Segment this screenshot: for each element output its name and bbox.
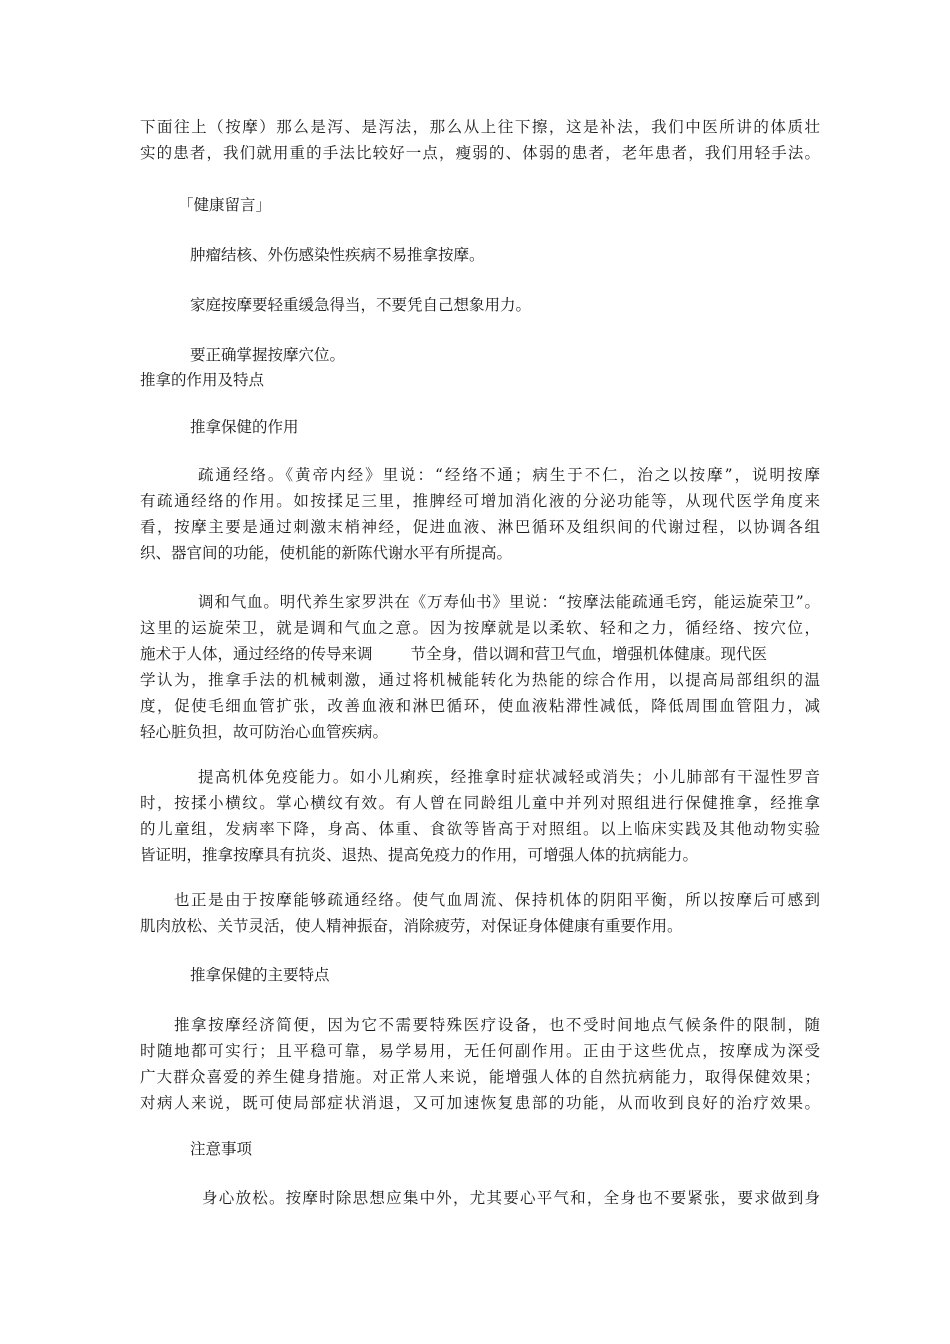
text-line: 对病人来说，既可使局部症状消退，又可加速恢复患部的功能，从而收到良好的治疗效果。	[140, 1094, 820, 1112]
subheading-text: 注意事项	[190, 1140, 253, 1158]
subheading-features	[140, 962, 820, 988]
section-title-text: 推拿的作用及特点	[140, 371, 265, 389]
heading-text: 「健康留言」	[178, 196, 272, 214]
health-note-item	[140, 342, 820, 368]
paragraph-summary	[140, 887, 820, 939]
text-line: 肌肉放松、关节灵活，使人精神振奋，消除疲劳，对保证身体健康有重要作用。	[140, 917, 683, 935]
text-line: 广大群众喜爱的养生健身措施。对正常人来说，能增强人体的自然抗病能力，取得保健效果；	[140, 1068, 820, 1086]
text-line: 学认为，推拿手法的机械刺激，通过将机械能转化为热能的综合作用，以提高局部组织的温	[140, 671, 820, 689]
subheading-precautions	[140, 1136, 820, 1162]
section-title	[140, 367, 820, 393]
paragraph-harmonize-qi-blood	[140, 589, 820, 745]
text-line: 的儿童组，发病率下降，身高、体重、食欲等皆高于对照组。以上临床实践及其他动物实验	[140, 820, 820, 838]
text-segment: 施术于人体，通过经络的传导来调	[140, 645, 373, 663]
note-text: 肿瘤结核、外伤感染性疾病不易推拿按摩。	[190, 246, 485, 264]
paragraph-immunity	[140, 764, 820, 868]
text-line: 度，促使毛细血管扩张，改善血液和淋巴循环，使血液粘滞性减低，降低周围血管阻力，减	[140, 697, 820, 715]
text-line: 这里的运旋荣卫，就是调和气血之意。因为按摩就是以柔软、轻和之力，循经络、按穴位，	[140, 619, 820, 637]
note-text: 要正确掌握按摩穴位。	[190, 346, 346, 364]
text-line: 时随地都可实行；且平稳可靠，易学易用，无任何副作用。正由于这些优点，按摩成为深受	[140, 1042, 820, 1060]
text-line: 疏通经络。《黄帝内经》里说：“经络不通；病生于不仁，治之以按摩”，说明按摩	[198, 466, 820, 484]
text-line: 轻心脏负担，故可防治心血管疾病。	[140, 723, 389, 741]
subheading-text: 推拿保健的主要特点	[190, 966, 330, 984]
paragraph-features	[140, 1012, 820, 1116]
paragraph-massage-direction	[140, 114, 820, 166]
health-note-item	[140, 292, 820, 318]
text-line: 有疏通经络的作用。如按揉足三里，推脾经可增加消化液的分泌功能等，从现代医学角度来	[140, 492, 820, 510]
text-line: 推拿按摩经济简便，因为它不需要特殊医疗设备，也不受时间地点气候条件的限制，随	[174, 1016, 820, 1034]
text-line: 皆证明，推拿按摩具有抗炎、退热、提高免疫力的作用，可增强人体的抗病能力。	[140, 846, 699, 864]
text-line: 提高机体免疫能力。如小儿痢疾，经推拿时症状减轻或消失；小儿肺部有干湿性罗音	[198, 768, 820, 786]
text-line	[140, 641, 820, 667]
health-note-heading	[140, 192, 820, 218]
text-line: 看，按摩主要是通过刺激末梢神经，促进血液、淋巴循环及组织间的代谢过程，以协调各组	[140, 518, 820, 536]
text-line: 下面往上（按摩）那么是泻、是泻法，那么从上往下擦，这是补法，我们中医所讲的体质壮	[140, 118, 820, 136]
text-line: 调和气血。明代养生家罗洪在《万寿仙书》里说：“按摩法能疏通毛窍，能运旋荣卫”。	[198, 593, 820, 611]
text-line: 时，按揉小横纹。掌心横纹有效。有人曾在同龄组儿童中并列对照组进行保健推拿，经推拿	[140, 794, 820, 812]
note-text: 家庭按摩要轻重缓急得当，不要凭自己想象用力。	[190, 296, 532, 314]
health-note-item	[140, 242, 820, 268]
text-line: 实的患者，我们就用重的手法比较好一点，瘦弱的、体弱的患者，老年患者，我们用轻手法。	[140, 144, 820, 162]
subheading-text: 推拿保健的作用	[190, 418, 299, 436]
text-line: 身心放松。按摩时除思想应集中外，尤其要心平气和，全身也不要紧张，要求做到身	[202, 1189, 820, 1207]
text-line: 也正是由于按摩能够疏通经络。使气血周流、保持机体的阴阳平衡，所以按摩后可感到	[174, 891, 820, 909]
text-segment: 节全身，借以调和营卫气血，增强机体健康。现代医	[410, 645, 768, 663]
paragraph-relax	[140, 1185, 820, 1211]
paragraph-dredge-meridians	[140, 462, 820, 566]
text-line: 织、器官间的功能，使机能的新陈代谢水平有所提高。	[140, 544, 513, 562]
subheading-effects	[140, 414, 820, 440]
